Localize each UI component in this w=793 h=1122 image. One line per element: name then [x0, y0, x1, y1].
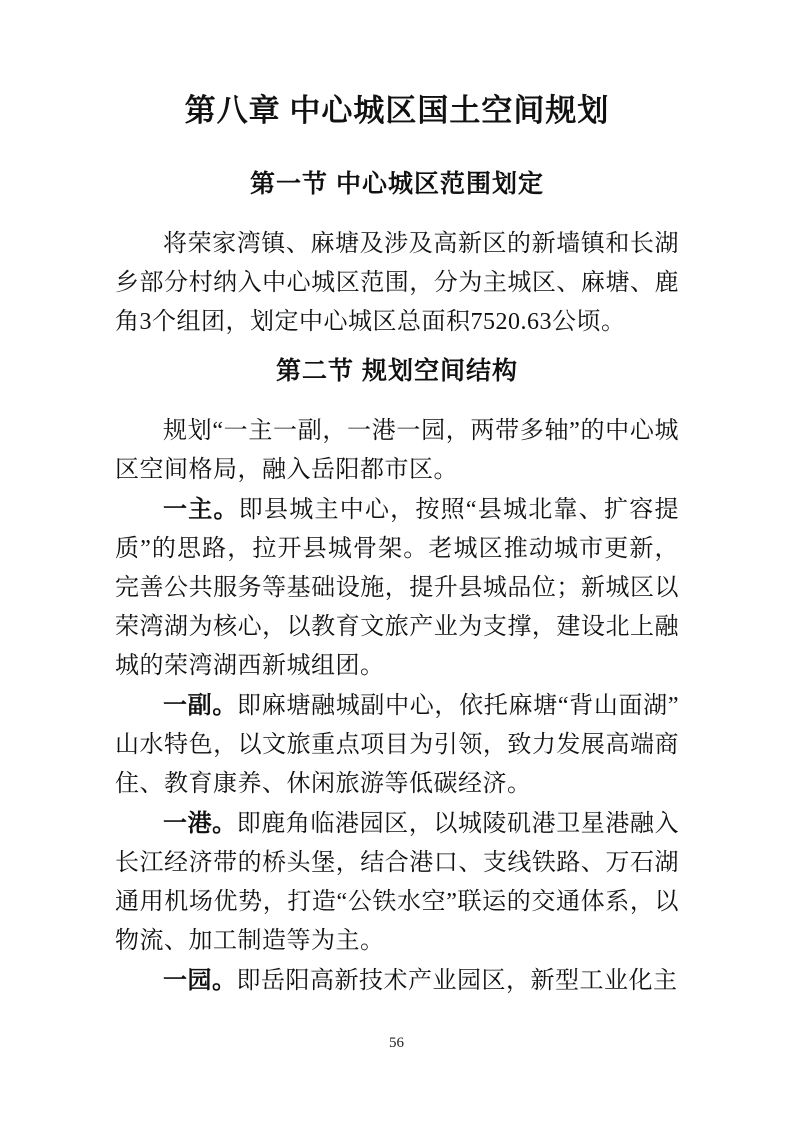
paragraph-lead: 一副。: [163, 692, 238, 719]
chapter-title: 第八章 中心城区国土空间规划: [184, 93, 610, 128]
paragraph-lead: 一主。: [163, 496, 239, 523]
paragraph: [115, 411, 679, 490]
paragraph: [115, 804, 679, 961]
paragraph-text: 将荣家湾镇、麻塘及涉及高新区的新墙镇和长湖乡部分村纳入中心城区范围，分为主城区、麻塘、鹿角3个组团，划定中心城区总面积7520.63公顷。: [115, 231, 679, 335]
paragraph: [115, 490, 679, 686]
paragraph-text: 即鹿角临港园区，以城陵矶港卫星港融入长江经济带的桥头堡，结合港口、支线铁路、万石湖通用机场优势，打造“公铁水空”联运的交通体系，以物流、加工制造等为主。: [115, 811, 680, 954]
section-2-heading: 第二节 规划空间结构: [276, 357, 518, 385]
paragraph: [115, 961, 679, 1001]
section-spatial-structure: [115, 354, 679, 1001]
paragraph: [115, 686, 679, 804]
paragraph-text: 即县城主中心，按照“县城北靠、扩容提质”的思路，拉开县城骨架。老城区推动城市更新，完善公共服务等基础设施，提升县城品位；新城区以荣湾湖为核心，以教育文旅产业为支撑，建设北上融城的荣湾湖西新城组团。: [115, 497, 680, 679]
page-number: 56: [389, 1035, 404, 1051]
paragraph-text: 即麻塘融城副中心，依托麻塘“背山面湖”山水特色，以文旅重点项目为引领，致力发展高端商住、教育康养、休闲旅游等低碳经济。: [115, 693, 679, 797]
section-scope-delineation: [115, 167, 679, 342]
paragraph: [115, 224, 679, 342]
paragraph-text: 即岳阳高新技术产业园区，新型工业化主: [236, 968, 678, 994]
paragraph-lead: 一园。: [163, 967, 237, 994]
section-1-heading: 第一节 中心城区范围划定: [250, 170, 544, 198]
paragraph-lead: 一港。: [163, 810, 237, 837]
paragraph-text: 规划“一主一副，一港一园，两带多轴”的中心城区空间格局，融入岳阳都市区。: [115, 418, 679, 483]
